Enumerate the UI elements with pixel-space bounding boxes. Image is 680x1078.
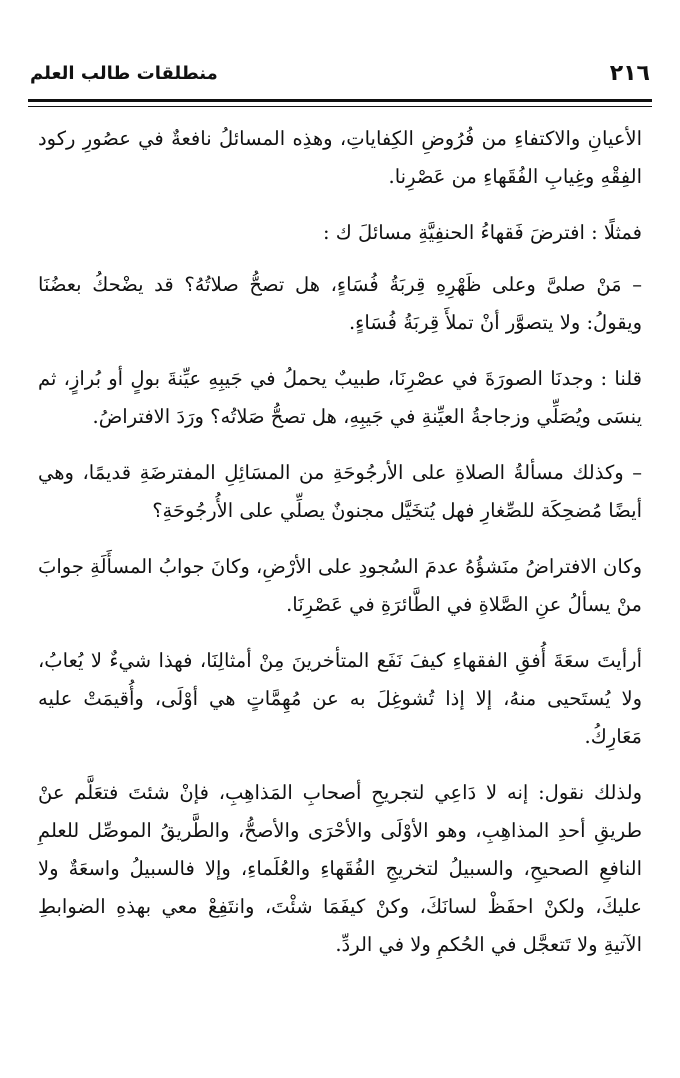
paragraph-2: فمثلًا : افترضَ فَقهاءُ الحنفِيَّةِ مسائلَ ك : (323, 221, 642, 244)
paragraph-7: أرأيتَ سعَةَ أُفقِ الفقهاءِ كيفَ نَفَع المتأخرينَ مِنْ أمثالِنَا، فهذا شيءٌ لا يُعابُ، ولا يُستَحيى منهُ، إلا إذا تُشوغِلَ به عن مُهِمَّاتٍ هي أوْلَى، وأُقيمَتْ عليه مَعَارِكُ. (38, 649, 642, 748)
paragraph-6: وكان الافتراضُ منَشؤُهُ عدمَ السُجودِ على الأرْضِ، وكانَ جوابُ المسأَلَةِ جوابَ منْ يسألُ عنِ الصَّلاةِ في الطَّائرَةِ في عَصْرِنَا. (38, 555, 642, 616)
paragraph-5: – وكذلك مسألةُ الصلاةِ على الأرجُوحَةِ من المسَائِلِ المفترضَةِ قديمًا، وهي أيضًا مُضحِكَة للصِّغارِ فهل يُتخَيَّل مجنونٌ يصلِّي على الأُرجُوحَةِ؟ (38, 461, 642, 522)
paragraph-8: ولذلك نقول: إنه لا دَاعِي لتجريحِ أصحابِ المَذاهِبِ، فإنْ شئتَ فتعَلَّم عنْ طريقِ أحدِ المذاهِبِ، وهو الأوْلَى والأحْرَى والأصحُّ، والطَّريقُ الموصِّل للعلمِ النافعِ الصحيحِ، والسبيلُ لتخريجِ الفُقَهاءِ والعُلَماءِ، وإلا فالسبيلُ واسعَةٌ ولا عليكَ، ولكنْ احفَظْ لسانَكَ، وكنْ كيفَمَا شئْتَ، وانتَفِعْ معي بهذهِ الضوابطِ الآتيةِ ولا تَتعجَّل في الحُكمِ ولا في الردِّ. (38, 781, 642, 956)
header-rule-thin (28, 106, 652, 107)
page-header (30, 58, 650, 88)
running-title: منطلقات طالب العلم (30, 62, 218, 84)
paragraph-1: الأعيانِ والاكتفاءِ من فُرُوضِ الكِفاياتِ، وهذِه المسائلُ نافعةٌ في عصُورِ ركود الفِقْهِ وغِيابِ الفُقَهاءِ من عَصْرِنا. (38, 127, 642, 188)
header-rule-thick (28, 99, 652, 102)
paragraph-3: – مَنْ صلىَّ وعلى ظَهْرِهِ قِربَةُ فُسَاءٍ، هل تصحُّ صلاتُهُ؟ قد يضْحكُ بعضُنَا ويقولُ: ولا يتصوَّر أنْ تملأَ قِربَةُ فُسَاءٍ. (38, 273, 642, 334)
page-number: ٢١٦ (609, 60, 650, 86)
body-text (38, 120, 642, 982)
paragraph-4: قلنا : وجدنَا الصورَةَ في عصْرِنَا، طبيبٌ يحملُ في جَيبِهِ عيِّنةَ بولٍ أو بُرازٍ، ثم ينسَى ويُصَلِّي وزجاجةُ العيِّنةِ في جَيبِهِ، هل تصحُّ صَلاتُه؟ ورَدَ الافتراضُ. (38, 367, 642, 428)
